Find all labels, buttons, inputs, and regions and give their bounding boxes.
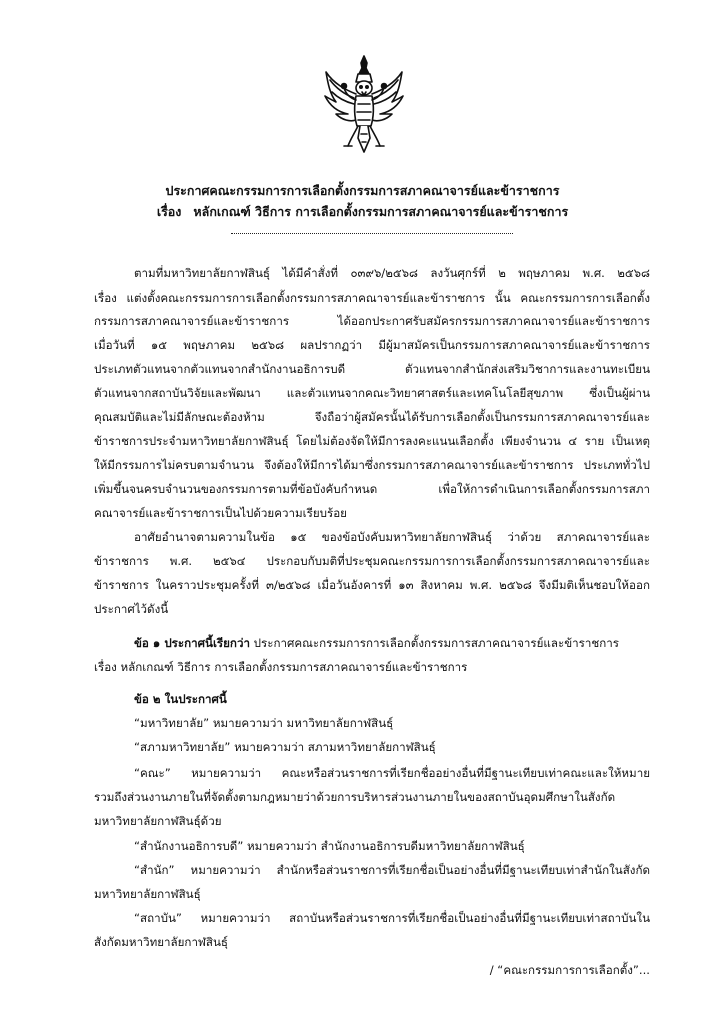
text-line: ข้าราชการ พ.ศ. ๒๕๖๔ ประกอบกับมติที่ประชุมคณะกรรมการการเลือกตั้งกรรมการสภาคณาจารย์และ <box>94 554 650 568</box>
title-divider <box>231 233 513 234</box>
text-line: อาศัยอำนาจตามความในข้อ ๑๕ ของข้อบังคับมหาวิทยาลัยกาฬสินธุ์ ว่าด้วย สภาคณาจารย์และ <box>134 530 650 544</box>
page-continuation: / “คณะกรรมการการเลือกตั้ง”... <box>489 963 650 977</box>
announcement-subject <box>60 202 665 222</box>
text-line: เรื่อง หลักเกณฑ์ วิธีการ การเลือกตั้งกรรมการสภาคณาจารย์และข้าราชการ <box>94 660 468 674</box>
definition-university: “มหาวิทยาลัย” หมายความว่า มหาวิทยาลัยกาฬสินธุ์ <box>134 716 394 730</box>
text-line: คณาจารย์และข้าราชการเป็นไปด้วยความเรียบร้อย <box>94 506 347 520</box>
text-line: ตัวแทนจากสถาบันวิจัยและพัฒนา และตัวแทนจากคณะวิทยาศาสตร์และเทคโนโลยีสุขภาพ ซึ่งเป็นผู้ผ่าน <box>94 386 650 400</box>
definition-institute: “สถาบัน” หมายความว่า สถาบันหรือส่วนราชการที่เรียกชื่อเป็นอย่างอื่นที่มีฐานะเทียบเท่าสถาบันใน <box>134 911 650 925</box>
text-line: มหาวิทยาลัยกาฬสินธุ์ <box>94 887 201 901</box>
text-line: ประเภทตัวแทนจากตัวแทนจากสำนักงานอธิการบดี ตัวแทนจากสำนักส่งเสริมวิชาการและงานทะเบียน <box>94 362 650 376</box>
text-line: เมื่อวันที่ ๑๕ พฤษภาคม ๒๕๖๘ ผลปรากฏว่า มีผู้มาสมัครเป็นกรรมการสภาคณาจารย์และข้าราชการ <box>94 338 650 352</box>
text-line: คุณสมบัติและไม่มีลักษณะต้องห้าม จึงถือว่าผู้สมัครนั้นได้รับการเลือกตั้งเป็นกรรมการสภาคณาจารย์และ <box>94 410 650 424</box>
announcement-title: ประกาศคณะกรรมการการเลือกตั้งกรรมการสภาคณาจารย์และข้าราชการ <box>165 183 560 198</box>
clause-1 <box>134 633 650 653</box>
text-line: เรื่อง แต่งตั้งคณะกรรมการการเลือกตั้งกรรมการสภาคณาจารย์และข้าราชการ นั้น คณะกรรมการการเลือกตั้ง <box>94 291 650 305</box>
clause-1-heading: ข้อ ๑ ประกาศนี้เรียกว่า <box>134 636 250 650</box>
definition-faculty: “คณะ” หมายความว่า คณะหรือส่วนราชการที่เรียกชื่ออย่างอื่นที่มีฐานะเทียบเท่าคณะและให้หมาย <box>134 766 650 780</box>
clause-1-text: ประกาศคณะกรรมการการเลือกตั้งกรรมการสภาคณาจารย์และข้าราชการ <box>249 636 620 650</box>
definition-office: “สำนัก” หมายความว่า สำนักหรือส่วนราชการที่เรียกชื่อเป็นอย่างอื่นที่มีฐานะเทียบเท่าสำนักในสังกัด <box>134 863 650 877</box>
text-line: ข้าราชการประจำมหาวิทยาลัยกาฬสินธุ์ โดยไม่ต้องจัดให้มีการลงคะแนนเลือกตั้ง เพียงจำนวน ๔ ราย เป็นเหตุ <box>94 434 650 448</box>
text-line: ข้าราชการ ในคราวประชุมครั้งที่ ๓/๒๕๖๘ เมื่อวันอังคารที่ ๑๓ สิงหาคม พ.ศ. ๒๕๖๘ จึงมีมติเห็นชอบให้ออก <box>94 578 650 592</box>
subject-text: หลักเกณฑ์ วิธีการ การเลือกตั้งกรรมการสภาคณาจารย์และข้าราชการ <box>193 204 569 219</box>
text-line: สังกัดมหาวิทยาลัยกาฬสินธุ์ <box>94 935 228 949</box>
definition-presidents-office: “สำนักงานอธิการบดี” หมายความว่า สำนักงานอธิการบดีมหาวิทยาลัยกาฬสินธุ์ <box>134 839 525 853</box>
text-line: เพิ่มขึ้นจนครบจำนวนของกรรมการตามที่ข้อบังคับกำหนด เพื่อให้การดำเนินการเลือกตั้งกรรมการสภา <box>94 482 650 496</box>
definition-university-council: “สภามหาวิทยาลัย” หมายความว่า สภามหาวิทยาลัยกาฬสินธุ์ <box>134 740 436 754</box>
text-line: มหาวิทยาลัยกาฬสินธุ์ด้วย <box>94 814 222 828</box>
text-line: ประกาศไว้ดังนี้ <box>94 602 169 616</box>
text-line: ให้มีกรรมการไม่ครบตามจำนวน จึงต้องให้มีการได้มาซึ่งกรรมการสภาคณาจารย์และข้าราชการ ประเภททั่วไป <box>94 458 650 472</box>
text-line: กรรมการสภาคณาจารย์และข้าราชการ ได้ออกประกาศรับสมัครกรรมการสภาคณาจารย์และข้าราชการ <box>94 314 650 328</box>
garuda-emblem-icon <box>322 54 406 156</box>
text-line: ตามที่มหาวิทยาลัยกาฬสินธุ์ ได้มีคำสั่งที่ ๐๓๙๖/๒๕๖๘ ลงวันศุกร์ที่ ๒ พฤษภาคม พ.ศ. ๒๕๖๘ <box>134 266 650 280</box>
subject-prefix: เรื่อง <box>156 204 182 219</box>
clause-2-heading: ข้อ ๒ ในประกาศนี้ <box>134 692 227 706</box>
text-line: รวมถึงส่วนงานภายในที่จัดตั้งตามกฎหมายว่าด้วยการบริหารส่วนงานภายในของสถาบันอุดมศึกษาในสังกัด <box>94 790 616 804</box>
